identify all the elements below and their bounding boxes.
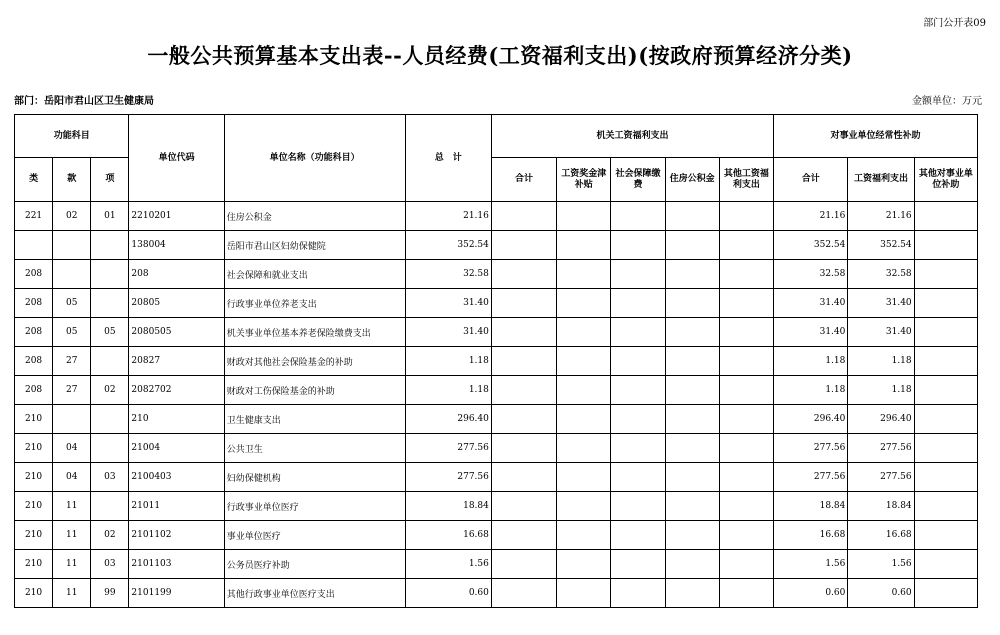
cell-lei: 208 [15,347,53,376]
cell-org-housing [665,289,719,318]
cell-name: 公共卫生 [224,434,405,463]
cell-xiang [91,434,129,463]
cell-inst-other [914,405,977,434]
cell-inst-total: 352.54 [774,231,848,260]
cell-code: 2080505 [129,318,224,347]
page-title: 一般公共预算基本支出表--人员经费(工资福利支出)(按政府预算经济分类) [147,43,853,68]
cell-inst-wage: 1.18 [848,347,914,376]
cell-lei: 210 [15,521,53,550]
table-row [15,492,978,521]
cell-inst-total: 18.84 [774,492,848,521]
cell-code: 2101103 [129,550,224,579]
cell-name: 行政事业单位养老支出 [224,289,405,318]
header-inst-wage: 工资福利支出 [848,158,914,202]
cell-xiang: 05 [91,318,129,347]
header-func-subject: 功能科目 [15,115,129,158]
cell-total: 1.56 [405,550,491,579]
cell-org-other [719,318,773,347]
table-row [15,376,978,405]
cell-org-housing [665,434,719,463]
header-total: 总 计 [405,115,491,202]
cell-org-other [719,376,773,405]
header-unit-code: 单位代码 [129,115,224,202]
cell-total: 31.40 [405,289,491,318]
cell-total: 352.54 [405,231,491,260]
cell-total: 277.56 [405,434,491,463]
cell-kuan: 05 [53,289,91,318]
header-inst-other: 其他对事业单位补助 [914,158,977,202]
cell-org-social [611,579,665,608]
cell-code: 21004 [129,434,224,463]
cell-org-social [611,405,665,434]
cell-org-total [491,579,556,608]
cell-org-total [491,492,556,521]
cell-total: 296.40 [405,405,491,434]
cell-org-housing [665,318,719,347]
header-lei: 类 [15,158,53,202]
cell-org-other [719,347,773,376]
cell-org-other [719,521,773,550]
table-row [15,318,978,347]
cell-lei: 208 [15,289,53,318]
cell-org-bonus [557,318,611,347]
cell-total: 32.58 [405,260,491,289]
cell-org-other [719,463,773,492]
cell-inst-other [914,318,977,347]
cell-org-total [491,376,556,405]
cell-code: 2101102 [129,521,224,550]
cell-org-bonus [557,550,611,579]
cell-org-other [719,231,773,260]
cell-inst-total: 0.60 [774,579,848,608]
cell-xiang [91,289,129,318]
cell-org-bonus [557,289,611,318]
cell-inst-wage: 277.56 [848,463,914,492]
cell-org-social [611,231,665,260]
cell-name: 其他行政事业单位医疗支出 [224,579,405,608]
header-org-social: 社会保障缴费 [611,158,665,202]
cell-org-other [719,579,773,608]
cell-name: 公务员医疗补助 [224,550,405,579]
cell-org-total [491,550,556,579]
amount-unit-label: 金额单位：万元 [912,96,982,107]
cell-lei: 208 [15,260,53,289]
cell-inst-wage: 277.56 [848,434,914,463]
cell-total: 31.40 [405,318,491,347]
cell-inst-wage: 0.60 [848,579,914,608]
cell-lei: 208 [15,376,53,405]
cell-code: 2100403 [129,463,224,492]
cell-name: 卫生健康支出 [224,405,405,434]
cell-kuan: 27 [53,376,91,405]
cell-code: 210 [129,405,224,434]
cell-org-total [491,463,556,492]
table-body [15,202,978,608]
table-row [15,231,978,260]
cell-org-bonus [557,463,611,492]
table-row [15,521,978,550]
cell-org-total [491,347,556,376]
cell-org-other [719,492,773,521]
cell-total: 21.16 [405,202,491,231]
cell-org-housing [665,579,719,608]
cell-org-bonus [557,492,611,521]
cell-inst-other [914,550,977,579]
cell-lei: 210 [15,434,53,463]
cell-org-bonus [557,521,611,550]
cell-org-bonus [557,376,611,405]
cell-name: 机关事业单位基本养老保险缴费支出 [224,318,405,347]
department-label: 部门：岳阳市君山区卫生健康局 [14,96,154,107]
cell-org-social [611,347,665,376]
cell-org-other [719,405,773,434]
cell-inst-wage: 21.16 [848,202,914,231]
cell-inst-wage: 1.18 [848,376,914,405]
cell-inst-other [914,347,977,376]
cell-inst-other [914,492,977,521]
cell-kuan: 04 [53,463,91,492]
cell-xiang [91,405,129,434]
cell-inst-total: 1.18 [774,347,848,376]
cell-org-social [611,434,665,463]
cell-code: 20827 [129,347,224,376]
cell-org-bonus [557,347,611,376]
cell-org-other [719,289,773,318]
cell-xiang [91,492,129,521]
cell-org-total [491,521,556,550]
cell-total: 18.84 [405,492,491,521]
cell-inst-other [914,463,977,492]
cell-org-total [491,318,556,347]
cell-lei: 208 [15,318,53,347]
cell-lei [15,231,53,260]
cell-inst-total: 31.40 [774,318,848,347]
cell-kuan: 11 [53,550,91,579]
cell-name: 住房公积金 [224,202,405,231]
cell-org-total [491,434,556,463]
cell-code: 2101199 [129,579,224,608]
table-row [15,289,978,318]
cell-xiang: 99 [91,579,129,608]
cell-inst-wage: 31.40 [848,289,914,318]
cell-inst-wage: 16.68 [848,521,914,550]
cell-org-bonus [557,405,611,434]
cell-kuan [53,405,91,434]
cell-inst-other [914,521,977,550]
cell-inst-wage: 1.56 [848,550,914,579]
cell-lei: 210 [15,405,53,434]
cell-org-housing [665,376,719,405]
form-number: 部门公开表09 [923,18,986,29]
cell-xiang: 02 [91,376,129,405]
cell-kuan: 11 [53,492,91,521]
cell-org-social [611,318,665,347]
cell-org-social [611,289,665,318]
cell-inst-other [914,202,977,231]
cell-kuan: 11 [53,579,91,608]
cell-inst-wage: 296.40 [848,405,914,434]
cell-inst-total: 296.40 [774,405,848,434]
cell-inst-total: 32.58 [774,260,848,289]
cell-inst-total: 21.16 [774,202,848,231]
cell-kuan: 27 [53,347,91,376]
cell-kuan: 11 [53,521,91,550]
table-row [15,434,978,463]
cell-inst-wage: 352.54 [848,231,914,260]
cell-org-bonus [557,434,611,463]
cell-inst-total: 277.56 [774,463,848,492]
cell-inst-total: 1.18 [774,376,848,405]
cell-code: 208 [129,260,224,289]
cell-org-social [611,376,665,405]
cell-inst-total: 277.56 [774,434,848,463]
cell-org-bonus [557,579,611,608]
cell-org-social [611,463,665,492]
cell-xiang: 01 [91,202,129,231]
cell-org-housing [665,202,719,231]
cell-lei: 210 [15,492,53,521]
cell-name: 财政对工伤保险基金的补助 [224,376,405,405]
cell-org-social [611,260,665,289]
table-row [15,260,978,289]
header-org-total: 合计 [491,158,556,202]
header-kuan: 款 [53,158,91,202]
cell-xiang [91,260,129,289]
cell-org-social [611,521,665,550]
cell-xiang [91,347,129,376]
cell-xiang [91,231,129,260]
cell-inst-other [914,260,977,289]
cell-xiang: 03 [91,463,129,492]
header-org-housing: 住房公积金 [665,158,719,202]
cell-name: 岳阳市君山区妇幼保健院 [224,231,405,260]
cell-inst-other [914,434,977,463]
cell-total: 1.18 [405,347,491,376]
table-row [15,347,978,376]
cell-lei: 210 [15,463,53,492]
cell-org-housing [665,405,719,434]
cell-org-total [491,405,556,434]
cell-org-bonus [557,231,611,260]
header-unit-name: 单位名称（功能科目） [224,115,405,202]
cell-xiang: 02 [91,521,129,550]
cell-org-other [719,202,773,231]
cell-name: 社会保障和就业支出 [224,260,405,289]
cell-inst-other [914,376,977,405]
cell-code: 2082702 [129,376,224,405]
cell-org-total [491,231,556,260]
cell-org-other [719,434,773,463]
header-org-other: 其他工资福利支出 [719,158,773,202]
cell-org-housing [665,550,719,579]
header-inst-total: 合计 [774,158,848,202]
header-org-group: 机关工资福利支出 [491,115,773,158]
cell-total: 0.60 [405,579,491,608]
cell-org-housing [665,347,719,376]
cell-org-housing [665,260,719,289]
cell-name: 妇幼保健机构 [224,463,405,492]
cell-org-other [719,260,773,289]
cell-code: 2210201 [129,202,224,231]
header-inst-group: 对事业单位经常性补助 [774,115,978,158]
cell-total: 1.18 [405,376,491,405]
cell-inst-other [914,579,977,608]
table-row [15,550,978,579]
cell-org-housing [665,492,719,521]
cell-org-housing [665,231,719,260]
cell-kuan: 02 [53,202,91,231]
cell-code: 21011 [129,492,224,521]
expenditure-table [14,114,978,608]
table-header [15,115,978,202]
cell-inst-other [914,289,977,318]
cell-total: 16.68 [405,521,491,550]
cell-inst-wage: 31.40 [848,318,914,347]
cell-org-total [491,289,556,318]
cell-org-total [491,260,556,289]
cell-kuan [53,260,91,289]
cell-xiang: 03 [91,550,129,579]
cell-org-bonus [557,260,611,289]
cell-org-total [491,202,556,231]
cell-org-other [719,550,773,579]
cell-total: 277.56 [405,463,491,492]
table-row [15,463,978,492]
cell-name: 行政事业单位医疗 [224,492,405,521]
cell-kuan: 05 [53,318,91,347]
cell-kuan: 04 [53,434,91,463]
header-xiang: 项 [91,158,129,202]
cell-inst-wage: 18.84 [848,492,914,521]
table-row [15,405,978,434]
cell-inst-total: 31.40 [774,289,848,318]
cell-inst-total: 16.68 [774,521,848,550]
cell-org-housing [665,521,719,550]
cell-name: 财政对其他社会保险基金的补助 [224,347,405,376]
cell-org-social [611,202,665,231]
cell-org-housing [665,463,719,492]
cell-inst-wage: 32.58 [848,260,914,289]
cell-lei: 210 [15,579,53,608]
cell-org-social [611,550,665,579]
cell-name: 事业单位医疗 [224,521,405,550]
cell-inst-other [914,231,977,260]
cell-lei: 210 [15,550,53,579]
cell-code: 138004 [129,231,224,260]
cell-org-bonus [557,202,611,231]
cell-org-social [611,492,665,521]
table-row [15,579,978,608]
table-row [15,202,978,231]
header-org-bonus: 工资奖金津补贴 [557,158,611,202]
cell-code: 20805 [129,289,224,318]
cell-lei: 221 [15,202,53,231]
cell-inst-total: 1.56 [774,550,848,579]
cell-kuan [53,231,91,260]
